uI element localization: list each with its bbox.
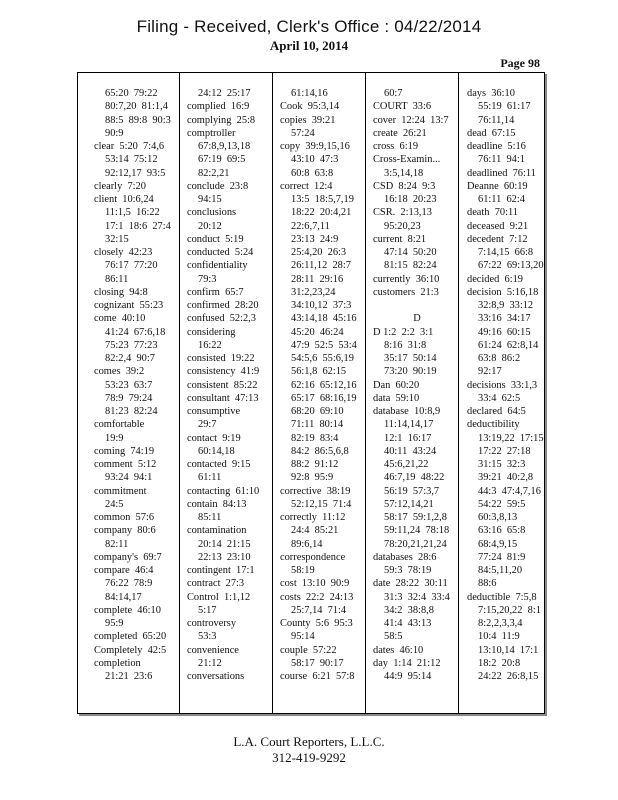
index-page-refs: 29:7 (198, 419, 217, 431)
index-entry: completion (94, 657, 141, 669)
index-page-refs: 41:24 67:6,18 (105, 326, 166, 338)
index-page-refs: 41:4 43:13 (384, 618, 432, 629)
index-page-refs: 61:24 62:8,14 (478, 339, 539, 351)
index-page-refs: 58:19 (291, 565, 315, 576)
word-index-box (77, 72, 545, 714)
index-entry: decision 5:16,18 (467, 286, 539, 298)
index-page-refs: 67:8,9,13,18 (198, 141, 251, 152)
index-column-1 (94, 87, 182, 683)
index-page-refs: 28:11 29:16 (291, 273, 344, 285)
index-page-refs: 79:3 (198, 273, 217, 285)
index-page-refs: 58:5 (384, 631, 403, 643)
index-entry: deadline 5:16 (467, 141, 526, 152)
index-entry: controversy (187, 618, 237, 629)
index-entry: Cross-Examin... (373, 154, 441, 166)
index-entry: corrective 38:19 (280, 485, 351, 497)
index-page-refs: 47:14 50:20 (384, 247, 437, 258)
index-entry: closing 94:8 (94, 286, 148, 298)
index-entry: completed 65:20 (94, 631, 167, 643)
index-entry: date 28:22 30:11 (373, 578, 448, 590)
index-entry: deadlined 76:11 (467, 167, 536, 179)
index-entry: clear 5:20 7:4,6 (94, 141, 165, 152)
index-page-refs: 61:11 62:4 (478, 194, 525, 205)
index-entry: comes 39:2 (94, 366, 145, 378)
index-entry: client 10:6,24 (94, 194, 154, 205)
index-entry: data 59:10 (373, 392, 420, 404)
index-page-refs: 31:3 32:4 33:4 (384, 591, 450, 603)
index-page-refs: 84:2 86:5,6,8 (291, 445, 349, 457)
index-entry: death 70:11 (467, 207, 518, 219)
index-page-refs: 17:1 18:6 27:4 (105, 220, 171, 232)
index-page-refs: 68:4,9,15 (478, 538, 518, 550)
index-entry: common 57:6 (94, 512, 155, 523)
index-entry: decisions 33:1,3 (467, 379, 538, 391)
index-page-refs: 57:24 (291, 127, 315, 139)
index-page-refs: 68:20 69:10 (291, 406, 344, 417)
index-column-4 (373, 87, 461, 683)
index-entry: convenience (187, 644, 239, 656)
index-page-refs: 61:14,16 (291, 88, 328, 99)
index-entry: correctly 11:12 (280, 512, 346, 523)
index-page-refs: 25:7,14 71:4 (291, 604, 347, 616)
index-page-refs: 60:3,8,13 (478, 512, 518, 523)
index-page-refs: 24:4 85:21 (291, 525, 339, 537)
index-entry: deceased 9:21 (467, 220, 529, 232)
index-page-refs: 76:11 94:1 (478, 154, 525, 166)
index-entry: deductibility (467, 419, 520, 431)
index-page-refs: 75:23 77:23 (105, 339, 158, 351)
index-entry: deductible 7:5,8 (467, 591, 537, 603)
index-page-refs: 94:15 (198, 194, 222, 205)
index-page-refs: 57:12,14,21 (384, 498, 434, 510)
index-page-refs: 95:20,23 (384, 220, 421, 232)
index-page-refs: 22:6,7,11 (291, 220, 330, 232)
index-page-refs: 92:8 95:9 (291, 472, 334, 484)
index-entry: current 8:21 (373, 233, 427, 245)
index-entry: considering (187, 326, 236, 338)
index-page-refs: 21:12 (198, 657, 222, 669)
index-entry: company 80:6 (94, 525, 156, 537)
index-page-refs: 84:5,11,20 (478, 565, 523, 576)
index-page-refs: 60:14,18 (198, 445, 235, 457)
index-page-refs: 67:19 69:5 (198, 154, 246, 166)
index-page-refs: 18:22 20:4,21 (291, 207, 352, 219)
index-page-refs: 47:9 52:5 53:4 (291, 339, 357, 351)
index-column-2 (187, 87, 275, 683)
index-entry: Completely 42:5 (94, 644, 167, 656)
index-page-refs: 85:11 (198, 512, 222, 523)
index-entry: contract 27:3 (187, 578, 245, 590)
index-entry: create 26:21 (373, 127, 427, 139)
index-page-refs: 18:2 20:8 (478, 657, 521, 669)
index-entry: contact 9:19 (187, 432, 241, 444)
index-page-refs: 35:17 50:14 (384, 353, 437, 364)
index-entry: databases 28:6 (373, 551, 437, 563)
index-page-refs: 95:14 (291, 631, 315, 643)
index-entry: consultant 47:13 (187, 392, 259, 404)
index-entry: confused 52:2,3 (187, 313, 256, 325)
index-entry: Cook 95:3,14 (280, 101, 340, 113)
index-entry: compare 46:4 (94, 565, 154, 576)
index-page-refs: 31:2,23,24 (291, 286, 336, 298)
index-entry: Dan 60:20 (373, 379, 420, 391)
index-page-refs: 7:14,15 66:8 (478, 247, 534, 258)
index-entry: cost 13:10 90:9 (280, 578, 350, 590)
index-page-refs: 44:9 95:14 (384, 671, 432, 682)
index-entry: company's 69:7 (94, 551, 162, 563)
index-page-refs: 24:22 26:8,15 (478, 671, 539, 682)
index-entry: COURT 33:6 (373, 101, 432, 113)
index-entry: consisted 19:22 (187, 353, 255, 364)
index-entry: CSD 8:24 9:3 (373, 180, 436, 192)
index-page-refs: 11:14,14,17 (384, 419, 434, 431)
index-entry: confidentiality (187, 260, 248, 272)
index-entry: clearly 7:20 (94, 180, 146, 192)
index-page-refs: 32:15 (105, 233, 129, 245)
index-page-refs: 32:8,9 33:12 (478, 300, 534, 311)
index-page-refs: 86:11 (105, 273, 129, 285)
index-page-refs: 16:22 (198, 339, 222, 351)
index-page-refs: 46:7,19 48:22 (384, 472, 445, 484)
index-page-refs: 40:11 43:24 (384, 445, 437, 457)
index-page-refs: 5:17 (198, 604, 217, 616)
index-entry: commitment (94, 485, 147, 497)
index-page-refs: 53:3 (198, 631, 217, 643)
index-page-refs: 81:23 82:24 (105, 406, 158, 417)
index-page-refs: 90:9 (105, 127, 124, 139)
index-entry: cover 12:24 13:7 (373, 114, 449, 126)
index-entry: complied 16:9 (187, 101, 250, 113)
index-entry: contingent 17:1 (187, 565, 255, 576)
index-entry: contain 84:13 (187, 498, 247, 510)
index-page-refs: 22:13 23:10 (198, 551, 251, 563)
index-entry: Deanne 60:19 (467, 180, 528, 192)
index-page-refs: 82:2,4 90:7 (105, 353, 155, 364)
index-entry: copy 39:9,15,16 (280, 141, 350, 152)
index-page-refs: 61:11 (198, 472, 222, 484)
index-page-refs: 43:14,18 45:16 (291, 313, 357, 325)
index-entry: comptroller (187, 127, 236, 139)
index-entry: Control 1:1,12 (187, 591, 251, 603)
index-page-refs: 82:19 83:4 (291, 432, 339, 444)
index-page-refs: 63:16 65:8 (478, 525, 526, 537)
index-entry: confirmed 28:20 (187, 300, 259, 311)
index-entry: conclude 23:8 (187, 180, 249, 192)
index-page-refs: 24:12 25:17 (198, 88, 251, 99)
index-entry: cognizant 55:23 (94, 300, 164, 311)
index-entry: consumptive (187, 406, 241, 417)
index-page-refs: 10:4 11:9 (478, 631, 520, 643)
court-reporter-name: L.A. Court Reporters, L.L.C. (233, 734, 385, 749)
index-page-refs: 13:19,22 17:15 (478, 432, 544, 444)
index-page-refs: 77:24 81:9 (478, 551, 526, 563)
court-reporter-phone: 312-419-9292 (272, 750, 346, 765)
index-page-refs: 45:6,21,22 (384, 459, 429, 470)
index-page-refs: 89:6,14 (291, 538, 323, 550)
index-page-refs: 8:2,2,3,3,4 (478, 618, 523, 629)
index-entry: contacted 9:15 (187, 459, 251, 470)
index-page-refs: 26:11,12 28:7 (291, 260, 351, 272)
index-page-refs: 34:10,12 37:3 (291, 300, 352, 311)
index-entry: closely 42:23 (94, 247, 153, 258)
index-page-refs: 25:4,20 26:3 (291, 247, 347, 258)
index-entry: decedent 7:12 (467, 233, 528, 245)
index-entry: confirm 65:7 (187, 286, 244, 298)
index-entry: comfortable (94, 419, 145, 431)
index-page-refs: 31:15 32:3 (478, 459, 526, 470)
index-entry: dates 46:10 (373, 644, 424, 656)
index-entry: conduct 5:19 (187, 233, 244, 245)
index-page-refs: 53:14 75:12 (105, 154, 158, 166)
index-page-refs: 49:16 60:15 (478, 326, 531, 338)
index-page-refs: 80:7,20 81:1,4 (105, 101, 168, 113)
index-column-3 (280, 87, 368, 683)
index-letter-heading: D (413, 313, 421, 325)
index-page-refs: 8:16 31:8 (384, 339, 427, 351)
index-page-refs: 23:13 24:9 (291, 233, 339, 245)
index-entry: complete 46:10 (94, 604, 161, 616)
index-page-refs: 33:4 62:5 (478, 392, 521, 404)
index-page-refs: 16:18 20:23 (384, 194, 437, 205)
index-entry: contamination (187, 525, 247, 537)
index-page-refs: 93:24 94:1 (105, 472, 153, 484)
index-entry: consistency 41:9 (187, 366, 260, 378)
index-page-refs: 43:10 47:3 (291, 154, 339, 166)
filing-stamp: Filing - Received, Clerk's Office : 04/22/2014 (136, 17, 482, 36)
index-entry: declared 64:5 (467, 406, 526, 417)
index-page-refs: 13:5 18:5,7,19 (291, 194, 354, 205)
index-page-refs: 13:10,14 17:1 (478, 644, 539, 656)
index-page-refs: 88:5 89:8 90:3 (105, 114, 171, 126)
index-page-refs: 76:17 77:20 (105, 260, 158, 272)
index-entry: County 5:6 95:3 (280, 618, 353, 629)
index-page-refs: 33:16 34:17 (478, 313, 531, 325)
index-page-refs: 24:5 (105, 498, 124, 510)
index-page-refs: 34:2 38:8,8 (384, 604, 434, 616)
index-entry: day 1:14 21:12 (373, 657, 441, 669)
index-page-refs: 52:12,15 71:4 (291, 498, 352, 510)
index-entry: database 10:8,9 (373, 406, 441, 417)
index-entry: copies 39:21 (280, 114, 336, 126)
index-page-refs: 53:23 63:7 (105, 379, 153, 391)
index-page-refs: 65:20 79:22 (105, 88, 158, 99)
index-page-refs: 88:2 91:12 (291, 459, 339, 470)
index-page-refs: 82:11 (105, 538, 129, 550)
index-entry (373, 299, 461, 312)
index-entry: conversations (187, 671, 245, 682)
index-page-refs: 54:5,6 55:6,19 (291, 353, 354, 364)
index-page-refs: 56:19 57:3,7 (384, 485, 440, 497)
index-page-refs: 59:3 78:19 (384, 565, 432, 576)
index-page-refs: 20:14 21:15 (198, 538, 251, 550)
page-number: Page 98 (500, 56, 540, 70)
index-entry: CSR. 2:13,13 (373, 207, 432, 219)
index-page-refs: 84:14,17 (105, 591, 142, 603)
index-page-refs: 62:16 65:12,16 (291, 379, 357, 391)
index-entry: come 40:10 (94, 313, 146, 325)
index-page-refs: 44:3 47:4,7,16 (478, 485, 541, 497)
index-page-refs: 7:15,20,22 8:1 (478, 604, 541, 616)
index-entry: complying 25:8 (187, 114, 256, 126)
index-entry: costs 22:2 24:13 (280, 591, 354, 603)
index-page-refs: 65:17 68:16,19 (291, 392, 357, 404)
index-page-refs: 21:21 23:6 (105, 671, 153, 682)
index-page-refs: 67:22 69:13,20 (478, 260, 544, 272)
index-page-refs: 55:19 61:17 (478, 101, 531, 113)
index-entry: correspondence (280, 551, 346, 563)
index-page-refs: 54:22 59:5 (478, 498, 526, 510)
index-entry: coming 74:19 (94, 445, 155, 457)
index-page-refs: 73:20 90:19 (384, 366, 437, 378)
index-page-refs: 3:5,14,18 (384, 167, 424, 179)
index-page-refs: 58:17 90:17 (291, 657, 344, 669)
index-page-refs: 12:1 16:17 (384, 432, 432, 444)
index-page-refs: 20:12 (198, 220, 222, 232)
index-page-refs: 63:8 86:2 (478, 353, 521, 364)
index-page-refs: 60:8 63:8 (291, 167, 334, 179)
index-entry: decided 6:19 (467, 273, 523, 285)
transcript-date: April 10, 2014 (269, 38, 349, 53)
index-page-refs: 76:22 78:9 (105, 578, 153, 590)
index-entry: conclusions (187, 207, 237, 219)
index-page-refs: 78:9 79:24 (105, 392, 153, 404)
index-entry: customers 21:3 (373, 286, 439, 298)
index-page-refs: 95:9 (105, 618, 124, 629)
index-entry: conducted 5:24 (187, 247, 254, 258)
index-page-refs: 88:6 (478, 578, 497, 590)
index-page-refs: 81:15 82:24 (384, 260, 437, 272)
index-entry: currently 36:10 (373, 273, 440, 285)
index-page-refs: 71:11 80:14 (291, 419, 344, 431)
index-entry: contacting 61:10 (187, 485, 260, 497)
index-entry: dead 67:15 (467, 127, 516, 139)
index-entry: comment 5:12 (94, 459, 157, 470)
index-page-refs: 17:22 27:18 (478, 445, 531, 457)
index-page-refs: 58:17 59:1,2,8 (384, 512, 447, 523)
index-page-refs: 92:12,17 93:5 (105, 167, 166, 179)
index-page-refs: 78:20,21,21,24 (384, 538, 447, 550)
index-page-refs: 45:20 46:24 (291, 326, 344, 338)
index-entry: cross 6:19 (373, 141, 419, 152)
index-page-refs: 60:7 (384, 88, 403, 99)
index-column-5 (467, 87, 555, 683)
index-entry: couple 57:22 (280, 644, 337, 656)
index-page-refs: 82:2,21 (198, 167, 230, 179)
index-page-refs: 59:11,24 78:18 (384, 525, 450, 537)
index-page-refs: 92:17 (478, 366, 502, 378)
index-page-refs: 56:1,8 62:15 (291, 366, 347, 378)
index-entry: course 6:21 57:8 (280, 671, 355, 682)
index-entry: days 36:10 (467, 88, 515, 99)
index-page-refs: 76:11,14 (478, 114, 515, 126)
index-page-refs: 39:21 40:2,8 (478, 472, 534, 484)
index-page-refs: 11:1,5 16:22 (105, 207, 160, 219)
index-page-refs: 19:9 (105, 432, 124, 444)
index-entry: correct 12:4 (280, 180, 333, 192)
index-entry: consistent 85:22 (187, 379, 258, 391)
index-entry: D 1:2 2:2 3:1 (373, 326, 434, 338)
